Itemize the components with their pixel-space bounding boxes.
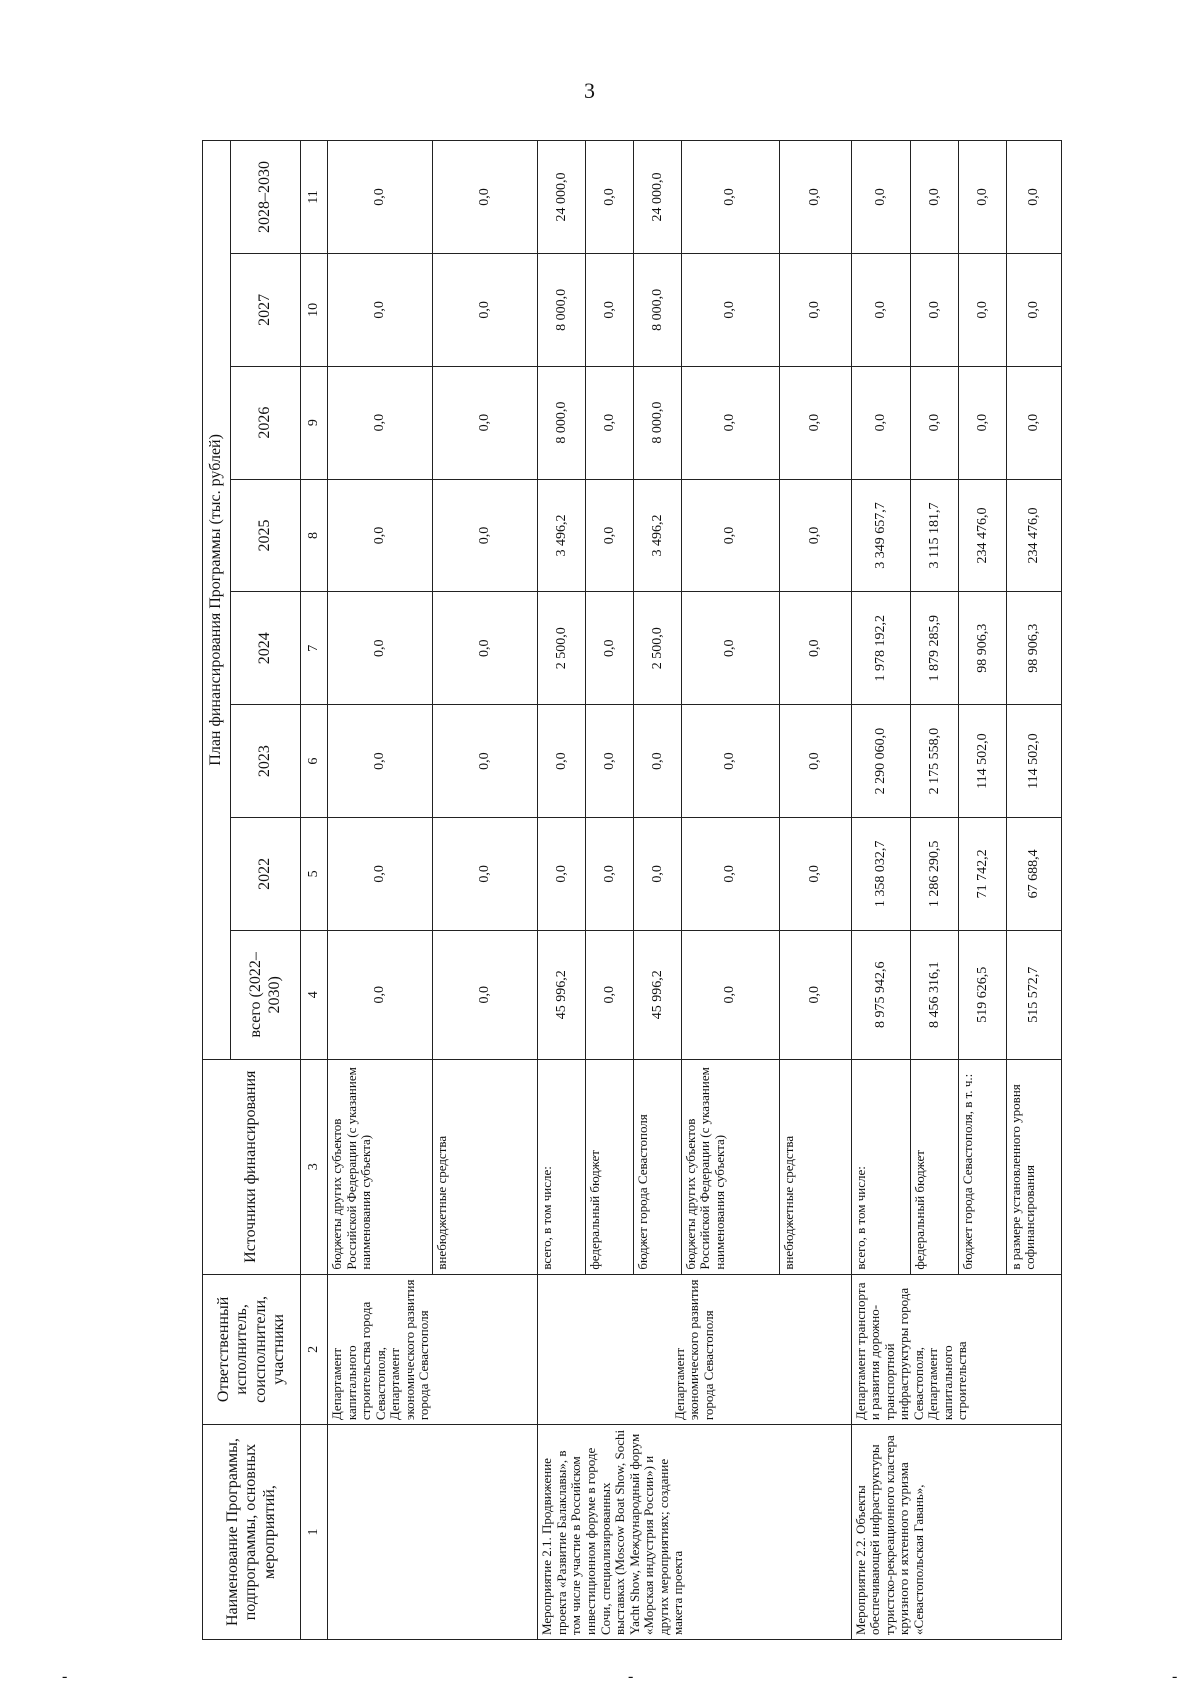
financing-plan-table: [202, 140, 1062, 1640]
header-year: 2023: [231, 705, 301, 818]
funding-source: федеральный бюджет: [586, 1059, 634, 1274]
value-cell: 0,0: [328, 479, 433, 592]
funding-source: всего, в том числе:: [538, 1059, 586, 1274]
measure-name: Мероприятие 2.1. Продвижение проекта «Развитие Балаклавы», в том числе участие в Российском инвестиционном форуме в городе Сочи, специализированных выставках (Moscow Boat Show, Sochi Yacht Show, Международный форум «Морская индустрия России») и других мероприятиях; создание макета проекта: [538, 1425, 851, 1640]
header-year: 2024: [231, 592, 301, 705]
table-row: [328, 141, 433, 1640]
column-number: 9: [301, 366, 328, 479]
value-cell: 8 000,0: [538, 366, 586, 479]
column-number: 5: [301, 818, 328, 931]
value-cell: 0,0: [433, 366, 538, 479]
funding-source: внебюджетные средства: [779, 1059, 851, 1274]
value-cell: 0,0: [779, 366, 851, 479]
value-cell: 1 978 192,2: [851, 592, 911, 705]
value-cell: 0,0: [634, 705, 682, 818]
value-cell: 0,0: [681, 141, 779, 254]
value-cell: 234 476,0: [1006, 479, 1061, 592]
value-cell: 0,0: [681, 479, 779, 592]
value-cell: 2 500,0: [634, 592, 682, 705]
value-cell: 0,0: [634, 818, 682, 931]
column-number: 1: [301, 1425, 328, 1640]
value-cell: 0,0: [681, 253, 779, 366]
value-cell: 0,0: [328, 141, 433, 254]
value-cell: 0,0: [681, 366, 779, 479]
header-year: 2027: [231, 253, 301, 366]
value-cell: 1 286 290,5: [911, 818, 959, 931]
value-cell: 71 742,2: [959, 818, 1007, 931]
value-cell: 519 626,5: [959, 930, 1007, 1059]
value-cell: 0,0: [851, 253, 911, 366]
header-year: 2025: [231, 479, 301, 592]
value-cell: 45 996,2: [538, 930, 586, 1059]
value-cell: 114 502,0: [1006, 705, 1061, 818]
value-cell: 24 000,0: [634, 141, 682, 254]
value-cell: 0,0: [1006, 141, 1061, 254]
value-cell: 0,0: [433, 141, 538, 254]
funding-source: бюджет города Севастополя, в т. ч.:: [959, 1059, 1007, 1274]
value-cell: 0,0: [586, 366, 634, 479]
value-cell: 0,0: [959, 253, 1007, 366]
value-cell: 0,0: [328, 930, 433, 1059]
value-cell: 234 476,0: [959, 479, 1007, 592]
table-row: [538, 141, 586, 1640]
value-cell: 0,0: [538, 705, 586, 818]
column-number: 7: [301, 592, 328, 705]
footer-dash: -: [628, 1668, 634, 1685]
measure-name: Мероприятие 2.2. Объекты обеспечивающей инфраструктуры туристско-рекреационного кластера круизного и яхтенного туризма «Севастопольская Гавань»,: [851, 1425, 1061, 1640]
value-cell: 0,0: [433, 592, 538, 705]
value-cell: 0,0: [911, 366, 959, 479]
header-sources: Источники финансирования: [203, 1059, 301, 1274]
value-cell: 0,0: [959, 366, 1007, 479]
value-cell: 45 996,2: [634, 930, 682, 1059]
column-number-row: [301, 141, 328, 1640]
value-cell: 0,0: [433, 253, 538, 366]
value-cell: 0,0: [538, 818, 586, 931]
value-cell: 0,0: [328, 253, 433, 366]
value-cell: 0,0: [586, 141, 634, 254]
funding-source: внебюджетные средства: [433, 1059, 538, 1274]
value-cell: 0,0: [586, 592, 634, 705]
value-cell: 0,0: [779, 479, 851, 592]
value-cell: 0,0: [681, 592, 779, 705]
header-year: 2028–2030: [231, 141, 301, 254]
value-cell: 0,0: [681, 818, 779, 931]
header-name: Наименование Программы, подпрограммы, основных мероприятий,: [203, 1425, 301, 1640]
value-cell: 2 175 558,0: [911, 705, 959, 818]
value-cell: 0,0: [779, 253, 851, 366]
value-cell: 3 115 181,7: [911, 479, 959, 592]
value-cell: 2 290 060,0: [851, 705, 911, 818]
value-cell: 0,0: [586, 930, 634, 1059]
measure-name: [328, 1425, 538, 1640]
value-cell: 8 456 316,1: [911, 930, 959, 1059]
footer-dash: -: [1172, 1668, 1178, 1685]
column-number: 8: [301, 479, 328, 592]
value-cell: 0,0: [1006, 366, 1061, 479]
column-number: 2: [301, 1274, 328, 1424]
value-cell: 2 500,0: [538, 592, 586, 705]
value-cell: 3 496,2: [538, 479, 586, 592]
executor: Департамент транспорта и развития дорожно-транспортной инфраструктуры города Севастополя, Департамент капитального строительства: [851, 1274, 1061, 1424]
value-cell: 1 879 285,9: [911, 592, 959, 705]
funding-source: бюджет города Севастополя: [634, 1059, 682, 1274]
executor: Департамент капитального строительства города Севастополя, Департамент экономического развития города Севастополя: [328, 1274, 538, 1424]
value-cell: 0,0: [851, 141, 911, 254]
value-cell: 0,0: [328, 705, 433, 818]
value-cell: 98 906,3: [1006, 592, 1061, 705]
value-cell: 0,0: [779, 930, 851, 1059]
column-number: 6: [301, 705, 328, 818]
value-cell: 0,0: [681, 930, 779, 1059]
value-cell: 0,0: [779, 705, 851, 818]
header-executor: Ответственный исполнитель, соисполнители, участники: [203, 1274, 301, 1424]
value-cell: 0,0: [779, 592, 851, 705]
value-cell: 0,0: [433, 479, 538, 592]
value-cell: 0,0: [959, 141, 1007, 254]
funding-source: федеральный бюджет: [911, 1059, 959, 1274]
header-year: 2022: [231, 818, 301, 931]
value-cell: 0,0: [433, 930, 538, 1059]
column-number: 3: [301, 1059, 328, 1274]
value-cell: 114 502,0: [959, 705, 1007, 818]
footer-dash: -: [62, 1668, 68, 1685]
value-cell: 0,0: [586, 818, 634, 931]
funding-source: бюджеты других субъектов Российской Федерации (с указанием наименования субъекта): [681, 1059, 779, 1274]
value-cell: 0,0: [911, 141, 959, 254]
value-cell: 67 688,4: [1006, 818, 1061, 931]
header-total: всего (2022–2030): [231, 930, 301, 1059]
value-cell: 0,0: [586, 479, 634, 592]
value-cell: 24 000,0: [538, 141, 586, 254]
value-cell: 0,0: [779, 818, 851, 931]
value-cell: 1 358 032,7: [851, 818, 911, 931]
header-plan: План финансирования Программы (тыс. рублей): [203, 141, 231, 1060]
value-cell: 3 496,2: [634, 479, 682, 592]
header-year: 2026: [231, 366, 301, 479]
value-cell: 8 000,0: [634, 366, 682, 479]
value-cell: 0,0: [433, 705, 538, 818]
funding-source: в размере установленного уровня софинансирования: [1006, 1059, 1061, 1274]
page-number: 3: [584, 78, 595, 103]
value-cell: 0,0: [911, 253, 959, 366]
value-cell: 0,0: [681, 705, 779, 818]
rotated-table-container: [202, 140, 1062, 1640]
value-cell: 0,0: [851, 366, 911, 479]
value-cell: 8 975 942,6: [851, 930, 911, 1059]
value-cell: 8 000,0: [634, 253, 682, 366]
value-cell: 0,0: [433, 818, 538, 931]
executor: Департамент экономического развития города Севастополя: [538, 1274, 851, 1424]
value-cell: 8 000,0: [538, 253, 586, 366]
value-cell: 0,0: [586, 705, 634, 818]
value-cell: 0,0: [779, 141, 851, 254]
column-number: 4: [301, 930, 328, 1059]
column-number: 11: [301, 141, 328, 254]
value-cell: 0,0: [328, 818, 433, 931]
funding-source: бюджеты других субъектов Российской Федерации (с указанием наименования субъекта): [328, 1059, 433, 1274]
value-cell: 0,0: [586, 253, 634, 366]
column-number: 10: [301, 253, 328, 366]
table-row: [851, 141, 911, 1640]
value-cell: 0,0: [328, 366, 433, 479]
funding-source: всего, в том числе:: [851, 1059, 911, 1274]
value-cell: 0,0: [1006, 253, 1061, 366]
value-cell: 0,0: [328, 592, 433, 705]
value-cell: 515 572,7: [1006, 930, 1061, 1059]
value-cell: 3 349 657,7: [851, 479, 911, 592]
value-cell: 98 906,3: [959, 592, 1007, 705]
